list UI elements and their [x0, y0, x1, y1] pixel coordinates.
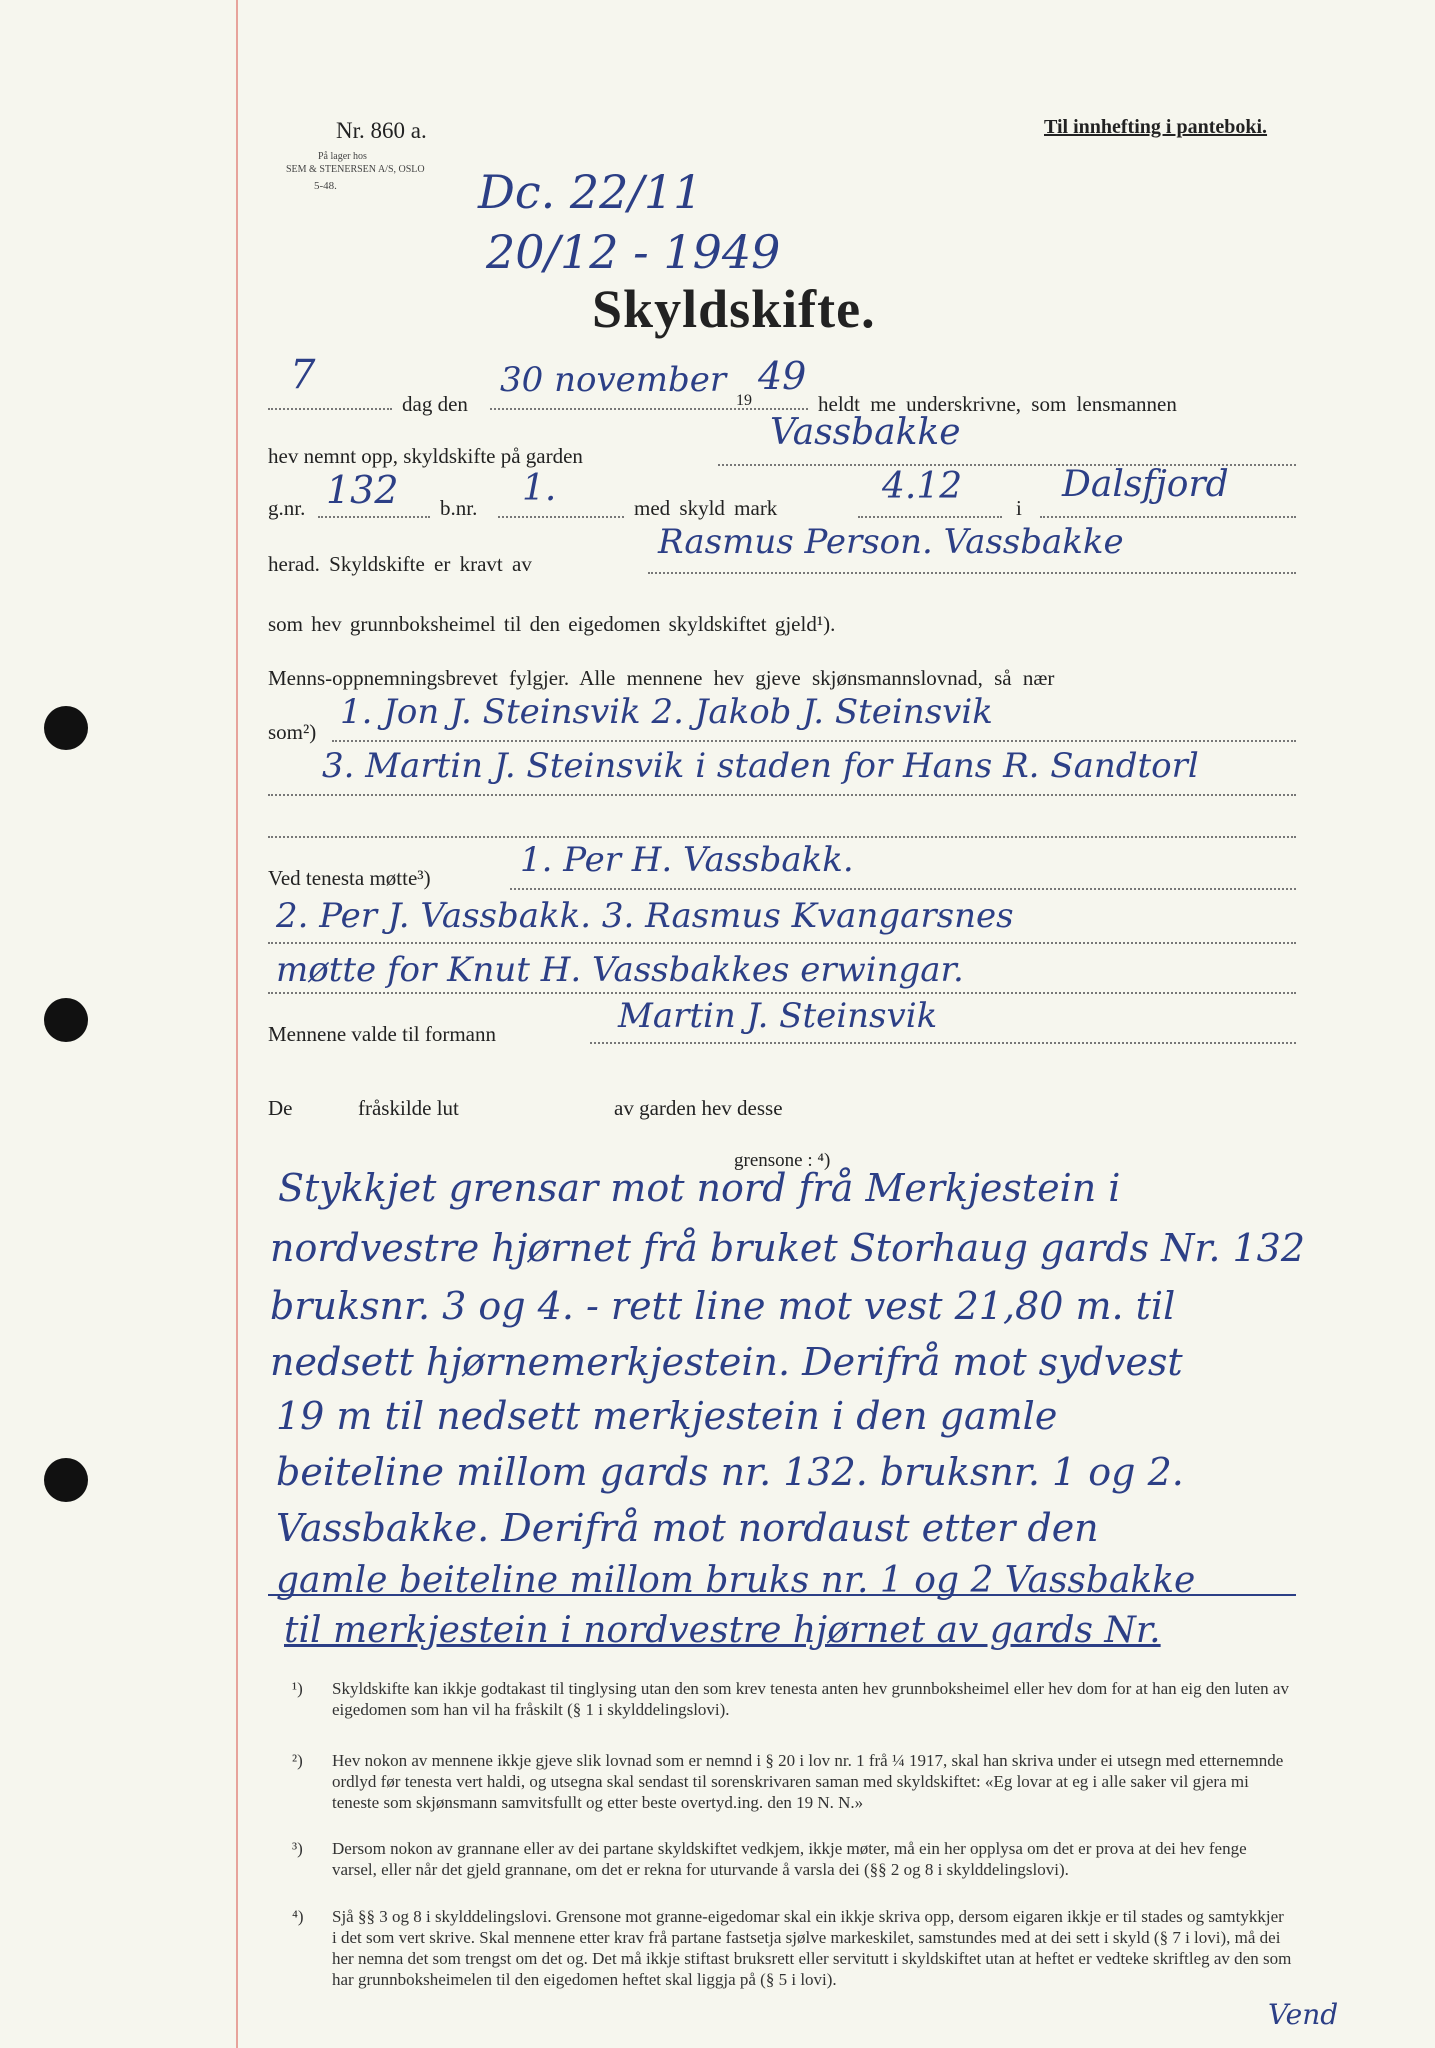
fill-line [268, 836, 1296, 838]
publisher-line: På lager hos [318, 151, 367, 162]
footnote [292, 1906, 1292, 1990]
punch-hole [44, 706, 88, 750]
form-label: i [1016, 496, 1022, 520]
fill-line [318, 516, 430, 518]
form-label: 19 [736, 392, 752, 409]
form-label: heldt me underskrivne, som lensmannen [818, 392, 1177, 416]
fill-line [268, 408, 392, 410]
handwritten-bnr: 1. [522, 468, 557, 509]
handwritten-mark: 4.12 [882, 466, 963, 507]
form-label: Menns-oppnemningsbrevet fylgjer. Alle mennene hev gjeve skjønsmannslovnad, så nær [268, 666, 1055, 690]
handwritten-weekday: 7 [290, 352, 316, 398]
fill-line [332, 740, 1296, 742]
form-label: g.nr. [268, 496, 306, 520]
handwritten-chairman: Martin J. Steinsvik [618, 996, 938, 1036]
fill-line [858, 516, 1002, 518]
handwritten-present: 2. Per J. Vassbakk. 3. Rasmus Kvangarsnes [276, 896, 1014, 936]
handwritten-boundary-line: nedsett hjørnemerkjestein. Derifrå mot sydvest [270, 1340, 1183, 1384]
handwritten-farm: Vassbakke [770, 412, 961, 453]
handwritten-boundary-line: til merkjestein i nordvestre hjørnet av gards Nr. [284, 1610, 1161, 1651]
footnote-text: Dersom nokon av grannane eller av dei partane skyldskiftet vedkjem, ikkje møter, må ein her opplysa om det er prova at dei hev fenge varsel, eller når det gjeld grannane, om det er rekna for uturvande å varsla dei (§§ 2 og 8 i skylddelingslovi). [332, 1839, 1247, 1879]
underline-stroke [268, 1594, 1296, 1596]
form-label: som²) [268, 720, 317, 744]
handwritten-boundary-line: bruksnr. 3 og 4. - rett line mot vest 21,80 m. til [270, 1284, 1176, 1328]
form-label: De [268, 1096, 293, 1120]
fill-line [268, 992, 1296, 994]
handwritten-date: 30 november [500, 360, 727, 400]
footnote-number: ⁴) [292, 1907, 304, 1926]
handwritten-men: 1. Jon J. Steinsvik 2. Jakob J. Steinsvik [340, 692, 993, 732]
publisher-line: SEM & STENERSEN A/S, OSLO [286, 164, 425, 175]
fill-line [268, 794, 1296, 796]
fill-line [1040, 516, 1296, 518]
handwritten-boundary-line: Stykkjet grensar mot nord frå Merkjestein i [278, 1166, 1121, 1210]
footnote [292, 1838, 1292, 1880]
form-label: hev nemnt opp, skyldskifte på garden [268, 444, 583, 468]
publisher-line: 5-48. [314, 180, 337, 192]
footnote-number: ²) [292, 1751, 303, 1770]
handwritten-turn-over: Vend [1268, 1998, 1339, 2031]
handwritten-boundary-line: 19 m til nedsett merkjestein i den gamle [276, 1394, 1058, 1438]
footnote-text: Skyldskifte kan ikkje godtakast til tinglysing utan den som krev tenesta anten hev grunnboksheimel eller hev dom for at han eig den luten av eigedomen som han vil ha fråskilt (§ 1 i skylddelingslovi). [332, 1679, 1289, 1719]
handwritten-boundary-line: Vassbakke. Derifrå mot nordaust etter den [276, 1506, 1099, 1550]
handwritten-stamp: 20/12 - 1949 [486, 225, 781, 279]
handwritten-stamp: Dc. 22/11 [478, 165, 703, 219]
margin-line [236, 0, 238, 2048]
form-label: av garden hev desse [614, 1096, 783, 1120]
fill-line [490, 408, 808, 410]
fill-line [648, 572, 1296, 574]
fill-line [498, 516, 624, 518]
top-right-note: Til innhefting i panteboki. [1044, 116, 1268, 138]
fill-line [510, 888, 1296, 890]
form-label: fråskilde lut [358, 1096, 459, 1120]
footnote-text: Hev nokon av mennene ikkje gjeve slik lovnad som er nemnd i § 20 i lov nr. 1 frå ¼ 1917, skal han skriva under ei utsegn med etternemnde ordlyd før tenesta vert haldi, og utsegna skal sendast til sorenskrivaren saman med skyldskiftet: «Eg lovar at eg i alle saker vil gjera mi teneste som skjønsmann samvitsfullt og etter beste overtyd.ing. den 19 N. N.» [332, 1751, 1284, 1812]
handwritten-year: 49 [758, 354, 807, 398]
form-label: som hev grunnboksheimel til den eigedomen skyldskiftet gjeld¹). [268, 612, 836, 636]
punch-hole [44, 1458, 88, 1502]
handwritten-present: møtte for Knut H. Vassbakkes erwingar. [276, 950, 964, 990]
footnote-number: ¹) [292, 1679, 303, 1698]
page-title: Skyldskifte. [592, 279, 876, 339]
footnote [292, 1678, 1292, 1720]
form-label: med skyld mark [634, 496, 778, 520]
handwritten-present: 1. Per H. Vassbakk. [520, 840, 854, 880]
handwritten-gnr: 132 [326, 468, 399, 512]
handwritten-men: 3. Martin J. Steinsvik i staden for Hans R. Sandtorl [322, 746, 1199, 786]
form-label: herad. Skyldskifte er kravt av [268, 552, 532, 576]
footnote-text: Sjå §§ 3 og 8 i skylddelingslovi. Grensone mot granne-eigedomar skal ein ikkje skriva opp, dersom eigaren ikkje er til stades og samtykkjer i det som vert skrive. Skal mennene etter krav frå partane fastsetja sjølve markeskilet, samstundes med at dei sett i skyld (§ 7 i lovi), må dei her nemna det som trengst om det og. Det må ikkje stiftast bruksrett eller servitutt i skyldskiftet utan at heftet er vedteke skriftleg av den som har grunnboksheimelen til den eigedomen heftet skal liggja på (§ 5 i lovi). [332, 1907, 1292, 1989]
handwritten-boundary-line: beiteline millom gards nr. 132. bruksnr. 1 og 2. [276, 1450, 1184, 1494]
footnote [292, 1750, 1292, 1813]
handwritten-herad: Dalsfjord [1062, 464, 1229, 505]
form-label: Mennene valde til formann [268, 1022, 497, 1046]
fill-line [268, 942, 1296, 944]
handwritten-requester: Rasmus Person. Vassbakke [658, 522, 1124, 562]
footnote-number: ³) [292, 1839, 303, 1858]
handwritten-boundary-line: gamle beiteline millom bruks nr. 1 og 2 Vassbakke [276, 1560, 1196, 1601]
handwritten-boundary-line: nordvestre hjørnet frå bruket Storhaug gards Nr. 132 [270, 1226, 1306, 1270]
form-label: grensone : ⁴) [734, 1150, 831, 1171]
form-label: dag den [402, 392, 468, 416]
form-label: b.nr. [440, 496, 478, 520]
form-number: Nr. 860 a. [336, 118, 427, 143]
punch-hole [44, 998, 88, 1042]
fill-line [590, 1042, 1296, 1044]
form-label: Ved tenesta møtte³) [268, 866, 431, 890]
